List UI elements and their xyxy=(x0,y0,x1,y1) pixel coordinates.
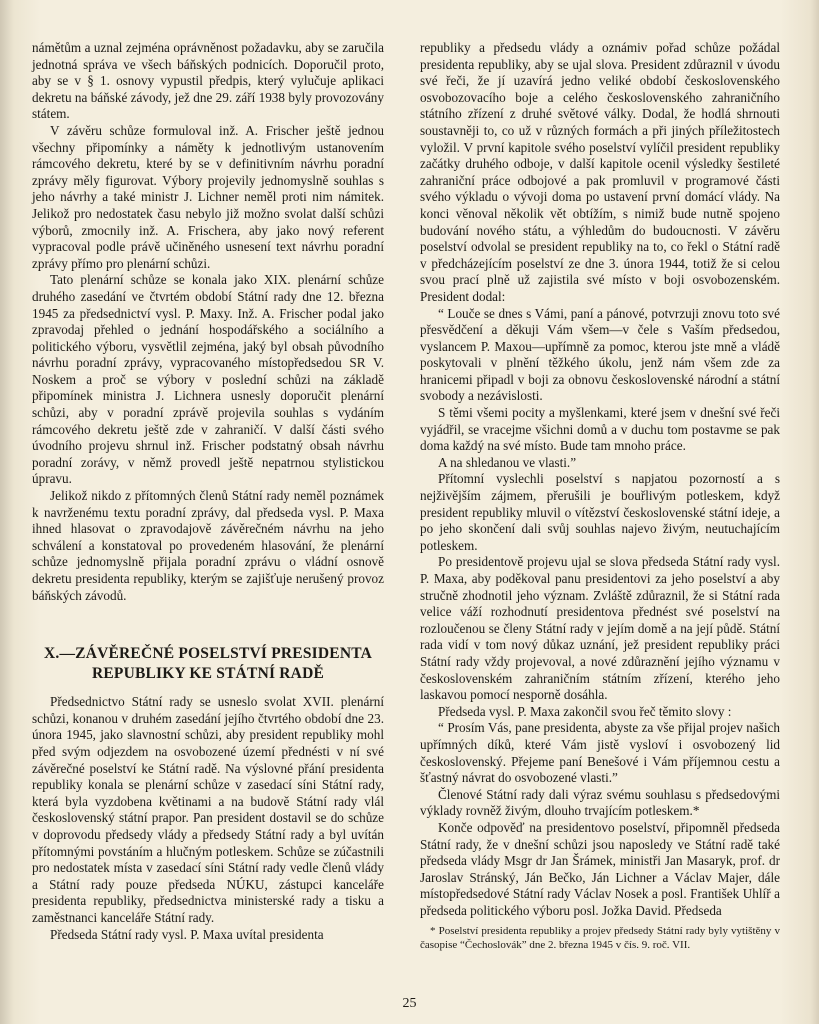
paragraph: Členové Státní rady dali výraz svému souhlasu s předsedovými výklady rovněž živým, dlouho trvajícím potleskem.* xyxy=(420,786,780,819)
quote-paragraph: A na shledanou ve vlasti.” xyxy=(438,454,577,470)
section-heading-line-1: X.—ZÁVĚREČNÉ POSELSTVÍ PRESIDENTA xyxy=(43,645,372,663)
quote-paragraph: “ Louče se dnes s Vámi, paní a pánové, potvrzuji znovu toto své přesvědčení a děkuji Vám všem—v čele s Vaším předsedou, vyslancem P. Maxou—upřímně za pomoc, kterou jste mně a vládě poskytovali v plnění těžkého úkolu, jenž nám všem zde za hranicemi připadl v boji za obnovu československé národní a státní svobody a nezávislosti. xyxy=(420,305,780,404)
paragraph: V závěru schůze formuloval inž. A. Frischer ještě jednou všechny připomínky a náměty k jednotlivým ustanovením rámcového dekretu, které by se v definitivním návrhu poradní zprávy měly figurovat. Výbory projevily jednomyslně souhlas s jeho návrhy a také ministr J. Lichner neměl proti nim námitek. Jelikož pro nedostatek času nebylo již možno svolat další schůzi výborů, zmocnily inž. A. Frischera, aby jako nový referent vypracoval podle právě učiněného usnesení text návrhu poradní zprávy přímo pro plenární schůzi. xyxy=(32,122,384,271)
paragraph: Konče odpověď na presidentovo poselství, připomněl předseda Státní rady, že v dnešní schůzi jsou naposledy ve Státní radě také předseda vlády Msgr dr Jan Šrámek, ministři Jan Masaryk, prof. dr Jaroslav Stránský, Ján Bečko, Ján Lichner a Václav Majer, dále místopředsedové Státní rady Václav Nosek a posl. František Uhlíř a předseda politického výboru posl. Jožka David. Předseda xyxy=(420,819,780,918)
paragraph: Tato plenární schůze se konala jako XIX. plenární schůze druhého zasedání ve čtvrtém období Státní rady dne 12. března 1945 za předsednictví vysl. P. Maxy. Inž. A. Frischer podal jako zpravodaj přehled o jednání hospodářského a sociálního a politického výboru, vysvětlil zejména, jaký byl obsah původního návrhu poradní zprávy, vypracovaného místopředsedou SR V. Noskem a proč se výbory v poslední schůzi na základě připomínek ministra J. Lichnera usnesly doporučit plenární schůzi, aby v poradní zprávě projevila souhlas s vydáním rámcového dekretu ještě zde v zahraničí. V další části svého úvodního projevu shrnul inž. Frischer podstatný obsah návrhu poradní zorávy, v němž provedl ještě nepatrnou stylistickou úpravu. xyxy=(32,272,384,487)
paragraph: republiky a předsedu vlády a oznámiv pořad schůze požádal presidenta republiky, aby se ujal slova. President zdůraznil v úvodu své řeči, že jí uzavírá jedno veliké období československého osvobozovacího boje a celého československého zahraničního státního zřízení z druhé světové války. Dodal, že hodlá shrnouti soustavněji to, co už v různých formách a při jiných příležitostech vyložil. V první kapitole svého poselství vylíčil president republiky začátky druhého odboje, v další kapitole ocenil výsledky šestileté zahraniční práce odbojové a pak promluvil v programové části svého výkladu o vývoji doma po ustavení první domácí vlády. Na konci věnoval několik vět obtížím, s nimiž bude nutně spojeno budování nového státu, a výhledům do budoucnosti. V závěru poselství odvolal se president republiky na to, co řekl o Státní radě v předcházejícím poselství ze dne 3. února 1944, totiž že si celou svou prací plně už zajistila své místo v boji osvobozenském. President dodal: xyxy=(420,40,780,304)
paragraph: Po presidentově projevu ujal se slova předseda Státní rady vysl. P. Maxa, aby poděkoval panu presidentovi za jeho poselství a aby stručně zhodnotil jeho význam. Zvláště zdůraznil, že si Státní rada velice váží rozhodnutí presidentova přednést své poselství na rozloučenou se členy Státní rady v jejím domě a na její půdě. Státní rada vidí v tom nový důkaz uznání, jež president republiky práci Státní rady vždy projevoval, a nové zdůraznění jejího významu v československém zahraničním státním zřízení, kterého jeho laskavou pomocí nesporně dosáhla. xyxy=(420,554,780,703)
left-column xyxy=(32,40,384,943)
paragraph: Předsednictvo Státní rady se usneslo svolat XVII. plenární schůzi, konanou v druhém zasedání jejího čtvrtého období dne 23. února 1945, jako slavnostní schůzi, aby president republiky mohl před svým odjezdem na osvobozené území přednésti v ní své závěrečné poselství ke Státní radě. Na výslovné přání presidenta republiky konala se plenární schůze v zasedací síni Státní rady, která byla vyzdobena květinami a na budově Státní rady vlál československý státní prapor. Pan president dostavil se do schůze v doprovodu předsedy vlády a předsedy Státní rady a byl uvítán přítomnými povstáním a hlučným potleskem. Schůze se zúčastnili pro nedostatek místa v zasedací síni Státní rady vedle členů vlády a Státní rady pouze předseda NÚKU, zástupci kanceláře presidenta republiky, předsednictva ministerské rady a tisku a zaměstnanci kanceláře Státní rady. xyxy=(32,694,384,925)
paragraph: Předseda Státní rady vysl. P. Maxa uvítal presidenta xyxy=(50,926,324,942)
paragraph: Jelikož nikdo z přítomných členů Státní rady neměl poznámek k navrženému textu poradní zprávy, dal předseda vysl. P. Maxa ihned hlasovat o zpravodajově závěrečném návrhu na jeho schválení a konstatoval po provedeném hlasování, že plenární schůze jednomyslně přijala poradní zprávu o vládní osnově dekretu presidenta republiky, kterým se zajišťuje nerušený provoz báňských závodů. xyxy=(32,488,384,603)
quote-paragraph: “ Prosím Vás, pane presidenta, abyste za vše přijal projev našich upřímných díků, které Vám jistě vysloví i osvobozený lid československý. Přejeme paní Benešové i Vám příjemnou cestu a šťastný návrat do osvobozené vlasti.” xyxy=(420,720,780,786)
quote-paragraph: S těmi všemi pocity a myšlenkami, které jsem v dnešní své řeči vyjádřil, se vracejme všichni domů a v duchu tom postavme se pak doma každý na své místo. Bude tam mnoho práce. xyxy=(420,405,780,454)
paragraph: Předseda vysl. P. Maxa zakončil svou řeč těmito slovy : xyxy=(438,703,732,719)
section-heading xyxy=(32,644,384,684)
right-column xyxy=(420,40,780,952)
section-heading-line-2: REPUBLIKY KE STÁTNÍ RADĚ xyxy=(91,665,325,683)
paragraph: námětům a uznal zejména oprávněnost požadavku, aby se zaručila jednotná správa ve všech báňských podnicích. Doporučil proto, aby se v § 1. osnovy vypustil předpis, který vylučuje aplikaci dekretu na báňské závody, jež dne 29. září 1938 byly provozovány státem. xyxy=(32,40,384,122)
footnote: * Poselství presidenta republiky a projev předsedy Státní rady byly vytištěny v časopise “Čechoslovák” dne 2. března 1945 v čís. 9. roč. VII. xyxy=(420,925,780,951)
paragraph: Přítomní vyslechli poselství s napjatou pozorností a s nejživějším zájmem, přerušili je bouřlivým potleskem, když president republiky mluvil o vítězství československé státní ideje, a po jeho skončení dali svůj souhlas najevo živým, neutuchajícím potleskem. xyxy=(420,471,780,553)
page-number: 25 xyxy=(402,996,417,1011)
